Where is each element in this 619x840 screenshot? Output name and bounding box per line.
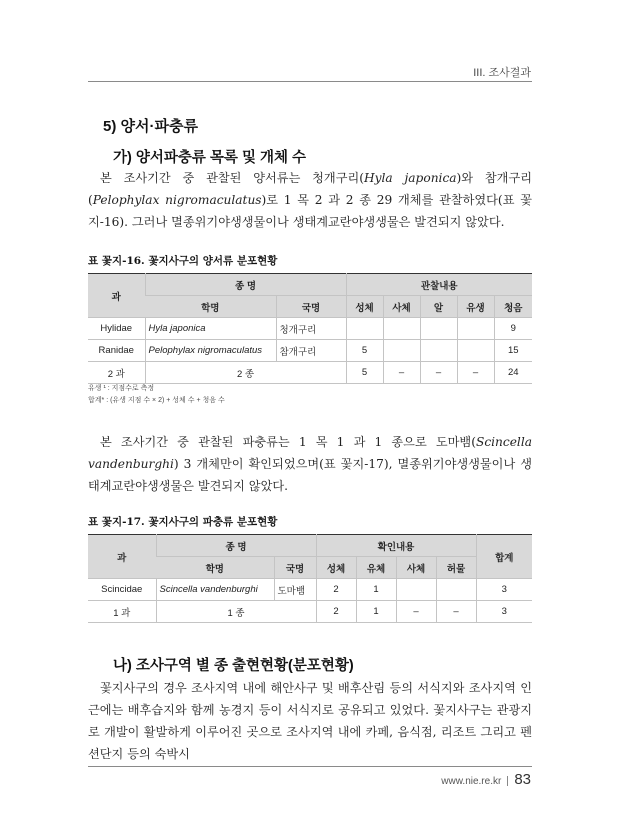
cell-species-total: 1 종 xyxy=(156,601,316,623)
table-row xyxy=(88,579,532,601)
cell-carcass xyxy=(396,579,436,601)
cell-adult xyxy=(346,318,383,340)
th-observation: 관찰내용 xyxy=(346,274,532,296)
table16-caption: 표 꽃지-16. 꽃지사구의 양서류 분포현황 xyxy=(88,255,278,267)
cell-korean-name: 도마뱀 xyxy=(274,579,316,601)
footer-divider xyxy=(507,776,508,786)
para1-species1: Hyla japonica xyxy=(364,171,457,185)
table16-note2: 합계* : (유생 지점 수 × 2) + 성체 수 + 청음 수 xyxy=(88,397,225,404)
cell-scientific-name: Scincella vandenburghi xyxy=(156,579,274,601)
section-title: 5) 양서·파충류 xyxy=(103,118,198,135)
cell-juvenile-total: 1 xyxy=(356,601,396,623)
paragraph-distribution: 꽃지사구의 경우 조사지역 내에 해안사구 및 배후산림 등의 서식지와 조사지역 인근에는 배후습지와 함께 농경지 등이 서식지로 공유되고 있었다. 꽃지사구는 관광지로 개발이 활발하게 이루어진 곳으로 조사지역 내에 카페, 음식점, 리조트 그리고 펜션단지 등의 숙박시 xyxy=(88,681,532,761)
cell-shed-skin xyxy=(436,579,476,601)
cell-family-total: 2 과 xyxy=(88,362,145,384)
th-family: 과 xyxy=(88,535,156,579)
cell-korean-name: 청개구리 xyxy=(276,318,346,340)
para2-text2: ) 3 개체만이 확인되었으며(표 꽃지-17), 멸종위기야생생물이나 생태계교란야생생물은 발견되지 않았다. xyxy=(88,457,532,493)
para1-text1: 본 조사기간 중 관찰된 양서류는 청개구리( xyxy=(100,171,365,185)
cell-carcass xyxy=(383,340,420,362)
para1-species2: Pelophylax nigromaculatus xyxy=(92,193,262,207)
th-korean-name: 국명 xyxy=(276,296,346,318)
paragraph-reptiles xyxy=(88,431,532,497)
table17-caption: 표 꽃지-17. 꽃지사구의 파충류 분포현황 xyxy=(88,516,278,528)
table-row xyxy=(88,318,532,340)
para2-text1: 본 조사기간 중 관찰된 파충류는 1 목 1 과 1 종으로 도마뱀( xyxy=(100,435,476,449)
amphibian-table xyxy=(88,273,532,384)
cell-family: Hylidae xyxy=(88,318,145,340)
th-carcass: 사체 xyxy=(383,296,420,318)
cell-carcass xyxy=(383,318,420,340)
cell-adult: 5 xyxy=(346,340,383,362)
th-adult: 성체 xyxy=(346,296,383,318)
para1-text2: )와 참개구리( xyxy=(88,171,532,207)
th-species: 종 명 xyxy=(145,274,346,296)
th-scientific-name: 학명 xyxy=(145,296,276,318)
th-species: 종 명 xyxy=(156,535,316,557)
th-total: 합계 xyxy=(476,535,532,579)
cell-scientific-name: Pelophylax nigromaculatus xyxy=(145,340,276,362)
cell-carcass-total: – xyxy=(383,362,420,384)
running-head: III. 조사결과 xyxy=(473,67,531,79)
header-rule xyxy=(88,81,532,82)
table-row xyxy=(88,340,532,362)
cell-korean-name: 참개구리 xyxy=(276,340,346,362)
cell-species-total: 2 종 xyxy=(145,362,346,384)
cell-adult-total: 5 xyxy=(346,362,383,384)
footer-rule xyxy=(88,766,532,767)
th-family: 과 xyxy=(88,274,145,318)
th-egg: 알 xyxy=(420,296,457,318)
cell-larva xyxy=(457,340,494,362)
cell-larva xyxy=(457,318,494,340)
subsection-title-a: 가) 양서파충류 목록 및 개체 수 xyxy=(113,150,307,166)
table16-note1: 유생 ¹ : 지점수로 측정 xyxy=(88,385,155,392)
th-call: 청음 xyxy=(494,296,532,318)
footer-url: www.nie.re.kr xyxy=(441,776,502,787)
th-larva: 유생 xyxy=(457,296,494,318)
cell-family-total: 1 과 xyxy=(88,601,156,623)
cell-call: 9 xyxy=(494,318,532,340)
cell-shed-skin-total: – xyxy=(436,601,476,623)
th-confirmation: 확인내용 xyxy=(316,535,476,557)
cell-juvenile: 1 xyxy=(356,579,396,601)
th-shed-skin: 허물 xyxy=(436,557,476,579)
para2-species1: Scincella vandenburghi xyxy=(88,435,532,471)
th-adult: 성체 xyxy=(316,557,356,579)
th-scientific-name: 학명 xyxy=(156,557,274,579)
subsection-title-b: 나) 조사구역 별 종 출현현황(분포현황) xyxy=(113,658,354,674)
cell-adult-total: 2 xyxy=(316,601,356,623)
cell-carcass-total: – xyxy=(396,601,436,623)
cell-scientific-name: Hyla japonica xyxy=(145,318,276,340)
cell-egg xyxy=(420,340,457,362)
cell-family: Scincidae xyxy=(88,579,156,601)
para1-text3: )로 1 목 2 과 2 종 29 개체를 관찰하였다(표 꽃지-16). 그러나 멸종위기야생생물이나 생태계교란야생생물은 발견되지 않았다. xyxy=(88,193,532,229)
cell-egg-total: – xyxy=(420,362,457,384)
cell-egg xyxy=(420,318,457,340)
cell-larva-total: – xyxy=(457,362,494,384)
reptile-table xyxy=(88,534,532,623)
paragraph-amphibians xyxy=(88,167,532,233)
cell-call: 15 xyxy=(494,340,532,362)
table-total-row xyxy=(88,601,532,623)
cell-grand-total: 3 xyxy=(476,601,532,623)
th-juvenile: 유체 xyxy=(356,557,396,579)
th-carcass: 사체 xyxy=(396,557,436,579)
table-total-row xyxy=(88,362,532,384)
th-korean-name: 국명 xyxy=(274,557,316,579)
cell-call-total: 24 xyxy=(494,362,532,384)
page-number: 83 xyxy=(514,771,531,788)
cell-adult: 2 xyxy=(316,579,356,601)
footer xyxy=(441,771,531,788)
cell-total: 3 xyxy=(476,579,532,601)
cell-family: Ranidae xyxy=(88,340,145,362)
